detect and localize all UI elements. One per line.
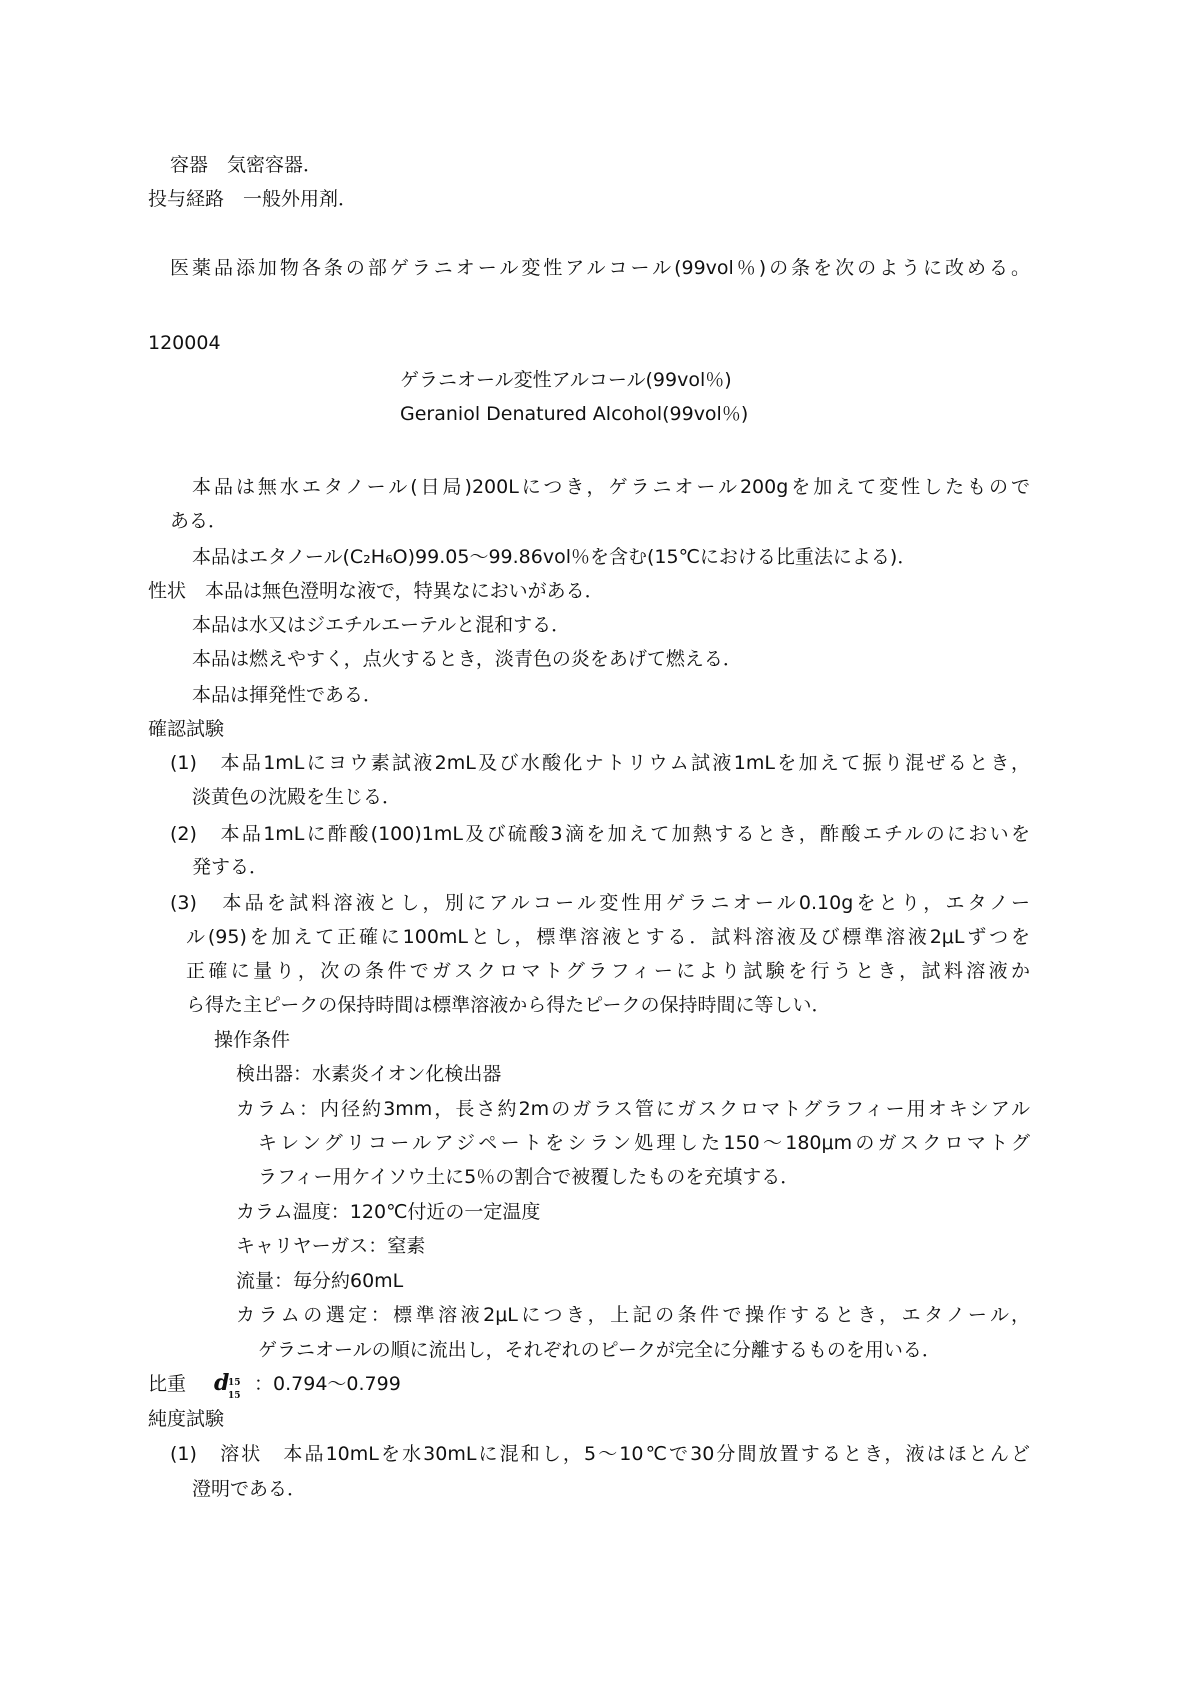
amendment-notice: 医薬品添加物各条の部ゲラニオール変性アルコール(99vol％)の条を次のように改める。	[170, 257, 1030, 279]
condition-carrier-gas: キャリヤーガス：窒素	[236, 1235, 426, 1257]
content-line: 本品はエタノール(C₂H₆O)99.05～99.86vol％を含む(15℃における比重法による)．	[192, 546, 917, 568]
symbol-sup: 15	[228, 1377, 241, 1388]
specific-gravity-value: ：0.794～0.799	[254, 1373, 401, 1395]
description-heading: 性状 本品は無色澄明な液で，特異なにおいがある．	[148, 580, 604, 602]
title-japanese: ゲラニオール変性アルコール(99vol％)	[400, 369, 732, 391]
identification-item: (2) 本品1mLに酢酸(100)1mL及び硫酸3滴を加えて加熱するとき，酢酸エチルのにおいを	[170, 823, 1030, 845]
condition-column: キレングリコールアジペートをシラン処理した150～180μmのガスクロマトグ	[258, 1132, 1030, 1154]
identification-item: ら得た主ピークの保持時間は標準溶液から得たピークの保持時間に等しい．	[186, 994, 831, 1016]
purity-item: 澄明である．	[192, 1478, 307, 1500]
description-line: 本品は揮発性である．	[192, 684, 383, 706]
purity-heading: 純度試験	[148, 1408, 225, 1430]
operating-conditions-heading: 操作条件	[214, 1029, 291, 1051]
identification-item: (3) 本品を試料溶液とし，別にアルコール変性用ゲラニオール0.10gをとり，エタノー	[170, 892, 1030, 914]
condition-flow-rate: 流量：毎分約60mL	[236, 1270, 404, 1292]
administration-route-line: 投与経路 一般外用剤．	[148, 188, 358, 210]
title-english: Geraniol Denatured Alcohol(99vol％)	[400, 403, 749, 425]
specific-gravity-label: 比重	[148, 1373, 187, 1395]
definition-line: 本品は無水エタノール(日局)200Lにつき，ゲラニオール200gを加えて変性したもので	[192, 476, 1030, 498]
symbol-d: d	[214, 1369, 230, 1396]
condition-detector: 検出器：水素炎イオン化検出器	[236, 1063, 502, 1085]
specific-gravity-symbol	[212, 1369, 248, 1401]
specific-gravity-line	[148, 1369, 401, 1401]
identification-heading: 確認試験	[148, 718, 225, 740]
identification-item: 発する．	[192, 856, 269, 878]
purity-item: (1) 溶状 本品10mLを水30mLに混和し，5～10℃で30分間放置するとき，液はほとんど	[170, 1443, 1030, 1465]
condition-system-suitability: カラムの選定：標準溶液2μLにつき，上記の条件で操作するとき，エタノール，	[236, 1304, 1030, 1326]
condition-column: カラム：内径約3mm，長さ約2mのガラス管にガスクロマトグラフィー用オキシアル	[236, 1098, 1030, 1120]
identification-item: 正確に量り，次の条件でガスクロマトグラフィーにより試験を行うとき，試料溶液か	[186, 960, 1030, 982]
definition-line: ある．	[170, 510, 228, 532]
condition-column: ラフィー用ケイソウ土に5％の割合で被覆したものを充填する．	[258, 1166, 800, 1188]
description-line: 本品は水又はジエチルエーテルと混和する．	[192, 614, 571, 636]
identification-item: (1) 本品1mLにヨウ素試液2mL及び水酸化ナトリウム試液1mLを加えて振り混ぜるとき，	[170, 752, 1030, 774]
container-line: 容器 気密容器．	[170, 154, 323, 176]
condition-system-suitability: ゲラニオールの順に流出し，それぞれのピークが完全に分離するものを用いる．	[258, 1339, 941, 1361]
identification-item: ル(95)を加えて正確に100mLとし，標準溶液とする．試料溶液及び標準溶液2μLずつを	[186, 926, 1030, 948]
identification-item: 淡黄色の沈殿を生じる．	[192, 786, 402, 808]
description-line: 本品は燃えやすく，点火するとき，淡青色の炎をあげて燃える．	[192, 648, 742, 670]
condition-column-temperature: カラム温度：120℃付近の一定温度	[236, 1201, 541, 1223]
monograph-code: 120004	[148, 332, 221, 354]
symbol-sub: 15	[228, 1390, 241, 1401]
